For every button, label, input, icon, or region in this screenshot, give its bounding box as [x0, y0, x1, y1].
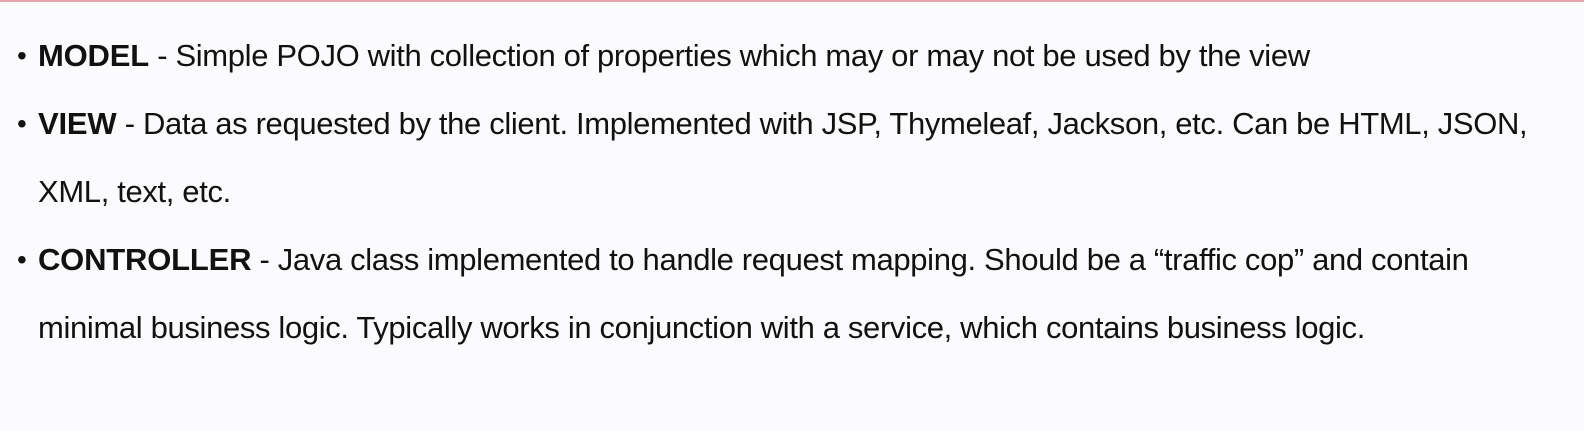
term-model: MODEL: [38, 38, 149, 73]
bullet-icon: •: [17, 244, 27, 275]
term-view: VIEW: [38, 106, 117, 141]
list-item-controller: [0, 226, 1584, 362]
description-view: Data as requested by the client. Implemented with JSP, Thymeleaf, Jackson, etc. Can be HTML, JSON, XML, text, etc.: [38, 106, 1528, 209]
description-controller: Java class implemented to handle request mapping. Should be a “traffic cop” and contain minimal business logic. Typically works in conjunction with a service, which contains business logic.: [38, 242, 1469, 345]
definition-list: [0, 22, 1584, 362]
list-item-model: [0, 22, 1584, 90]
bullet-icon: •: [17, 40, 27, 71]
separator: -: [251, 242, 278, 277]
separator: -: [148, 38, 176, 73]
separator: -: [116, 106, 143, 141]
top-divider: [0, 0, 1584, 2]
term-controller: CONTROLLER: [38, 242, 252, 277]
bullet-icon: •: [17, 108, 27, 139]
description-model: Simple POJO with collection of properties which may or may not be used by the view: [175, 38, 1310, 73]
list-item-view: [0, 90, 1584, 226]
